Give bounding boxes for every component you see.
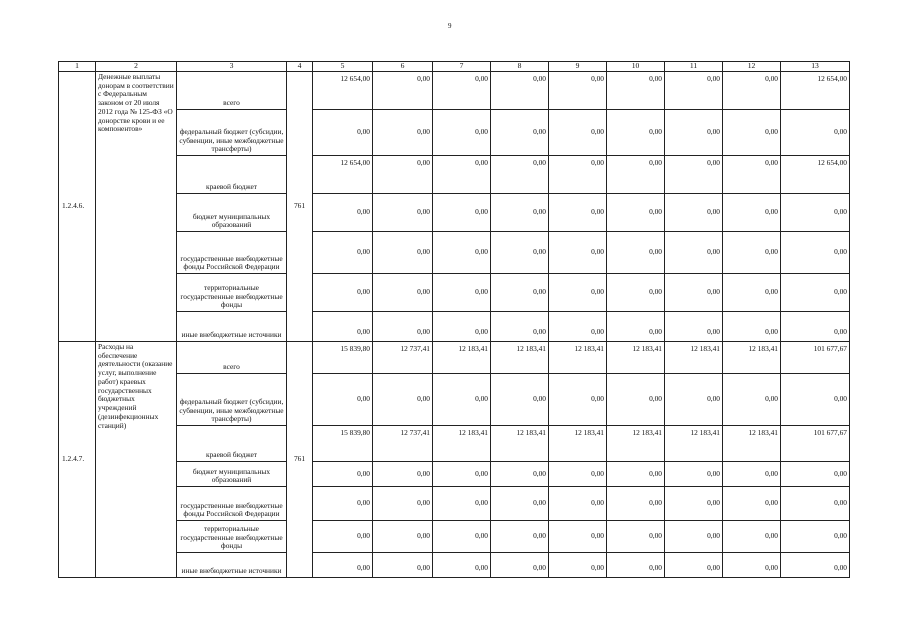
amount-cell: 0,00 bbox=[433, 312, 491, 342]
amount-cell: 0,00 bbox=[549, 194, 607, 232]
column-number: 8 bbox=[491, 62, 549, 72]
amount-cell: 12 183,41 bbox=[723, 426, 781, 462]
amount-cell: 0,00 bbox=[313, 553, 373, 578]
amount-cell: 0,00 bbox=[549, 521, 607, 553]
amount-cell: 0,00 bbox=[313, 194, 373, 232]
amount-cell: 0,00 bbox=[723, 110, 781, 156]
amount-cell: 0,00 bbox=[549, 156, 607, 194]
amount-cell: 0,00 bbox=[723, 487, 781, 521]
amount-cell: 0,00 bbox=[433, 194, 491, 232]
amount-cell: 0,00 bbox=[313, 487, 373, 521]
amount-cell: 0,00 bbox=[723, 374, 781, 426]
table-row bbox=[59, 274, 850, 312]
funding-source: федеральный бюджет (субсидии, субвенции, иные межбюджетные трансферты) bbox=[177, 110, 287, 156]
amount-cell: 12 183,41 bbox=[549, 342, 607, 374]
table-row bbox=[59, 426, 850, 462]
amount-cell: 0,00 bbox=[433, 374, 491, 426]
amount-cell: 12 183,41 bbox=[607, 342, 665, 374]
amount-cell: 15 839,80 bbox=[313, 426, 373, 462]
amount-cell: 0,00 bbox=[373, 156, 433, 194]
amount-cell: 0,00 bbox=[607, 274, 665, 312]
amount-cell: 0,00 bbox=[549, 110, 607, 156]
table-row bbox=[59, 232, 850, 274]
amount-cell: 0,00 bbox=[723, 312, 781, 342]
amount-cell: 0,00 bbox=[491, 462, 549, 487]
amount-cell: 12 183,41 bbox=[433, 342, 491, 374]
amount-cell: 0,00 bbox=[607, 194, 665, 232]
column-number: 6 bbox=[373, 62, 433, 72]
column-number: 11 bbox=[665, 62, 723, 72]
funding-source: бюджет муниципальных образований bbox=[177, 194, 287, 232]
amount-cell: 0,00 bbox=[665, 553, 723, 578]
amount-cell: 0,00 bbox=[781, 312, 850, 342]
amount-cell: 0,00 bbox=[607, 232, 665, 274]
amount-cell: 101 677,67 bbox=[781, 342, 850, 374]
grbs-code: 761 bbox=[287, 72, 313, 342]
amount-cell: 12 737,41 bbox=[373, 342, 433, 374]
column-number: 4 bbox=[287, 62, 313, 72]
amount-cell: 0,00 bbox=[433, 72, 491, 110]
amount-cell: 0,00 bbox=[373, 521, 433, 553]
amount-cell: 0,00 bbox=[723, 462, 781, 487]
column-number-row bbox=[59, 62, 850, 72]
amount-cell: 0,00 bbox=[491, 274, 549, 312]
table-row bbox=[59, 487, 850, 521]
amount-cell: 0,00 bbox=[723, 156, 781, 194]
amount-cell: 0,00 bbox=[433, 156, 491, 194]
amount-cell: 0,00 bbox=[665, 374, 723, 426]
funding-source: краевой бюджет bbox=[177, 156, 287, 194]
table-row bbox=[59, 342, 850, 374]
amount-cell: 0,00 bbox=[607, 156, 665, 194]
amount-cell: 0,00 bbox=[665, 487, 723, 521]
amount-cell: 0,00 bbox=[723, 553, 781, 578]
funding-source: всего bbox=[177, 72, 287, 110]
table-row bbox=[59, 462, 850, 487]
amount-cell: 0,00 bbox=[781, 487, 850, 521]
amount-cell: 0,00 bbox=[665, 194, 723, 232]
column-number: 12 bbox=[723, 62, 781, 72]
funding-source: федеральный бюджет (субсидии, субвенции, иные межбюджетные трансферты) bbox=[177, 374, 287, 426]
item-description: Расходы на обеспечение деятельности (оказание услуг, выполнение работ) краевых государственных бюджетных учреждений (дезинфекционных станций) bbox=[96, 342, 177, 578]
amount-cell: 0,00 bbox=[549, 374, 607, 426]
amount-cell: 0,00 bbox=[491, 232, 549, 274]
amount-cell: 0,00 bbox=[433, 110, 491, 156]
amount-cell: 0,00 bbox=[313, 312, 373, 342]
amount-cell: 0,00 bbox=[373, 553, 433, 578]
table-row bbox=[59, 521, 850, 553]
amount-cell: 0,00 bbox=[491, 553, 549, 578]
column-number: 2 bbox=[96, 62, 177, 72]
amount-cell: 0,00 bbox=[723, 194, 781, 232]
amount-cell: 0,00 bbox=[549, 274, 607, 312]
column-number: 1 bbox=[59, 62, 96, 72]
amount-cell: 12 654,00 bbox=[781, 156, 850, 194]
funding-source: государственные внебюджетные фонды Российской Федерации bbox=[177, 232, 287, 274]
amount-cell: 0,00 bbox=[665, 521, 723, 553]
amount-cell: 0,00 bbox=[781, 553, 850, 578]
amount-cell: 0,00 bbox=[373, 374, 433, 426]
funding-source: всего bbox=[177, 342, 287, 374]
amount-cell: 0,00 bbox=[781, 232, 850, 274]
amount-cell: 0,00 bbox=[313, 110, 373, 156]
amount-cell: 0,00 bbox=[607, 487, 665, 521]
amount-cell: 0,00 bbox=[313, 232, 373, 274]
amount-cell: 0,00 bbox=[781, 110, 850, 156]
amount-cell: 0,00 bbox=[313, 374, 373, 426]
grbs-code: 761 bbox=[287, 342, 313, 578]
amount-cell: 0,00 bbox=[723, 521, 781, 553]
amount-cell: 0,00 bbox=[665, 110, 723, 156]
amount-cell: 12 183,41 bbox=[491, 426, 549, 462]
funding-source: бюджет муниципальных образований bbox=[177, 462, 287, 487]
table-row bbox=[59, 156, 850, 194]
item-code: 1.2.4.6. bbox=[59, 72, 96, 342]
amount-cell: 0,00 bbox=[373, 72, 433, 110]
amount-cell: 0,00 bbox=[373, 232, 433, 274]
budget-table bbox=[58, 61, 850, 578]
amount-cell: 0,00 bbox=[607, 374, 665, 426]
table-row bbox=[59, 312, 850, 342]
amount-cell: 0,00 bbox=[723, 274, 781, 312]
amount-cell: 0,00 bbox=[491, 312, 549, 342]
amount-cell: 0,00 bbox=[607, 553, 665, 578]
amount-cell: 0,00 bbox=[433, 553, 491, 578]
amount-cell: 0,00 bbox=[665, 232, 723, 274]
amount-cell: 0,00 bbox=[491, 72, 549, 110]
amount-cell: 12 183,41 bbox=[433, 426, 491, 462]
amount-cell: 0,00 bbox=[549, 232, 607, 274]
amount-cell: 12 183,41 bbox=[723, 342, 781, 374]
amount-cell: 12 654,00 bbox=[313, 72, 373, 110]
amount-cell: 0,00 bbox=[313, 521, 373, 553]
amount-cell: 0,00 bbox=[781, 374, 850, 426]
amount-cell: 0,00 bbox=[313, 462, 373, 487]
amount-cell: 0,00 bbox=[313, 274, 373, 312]
amount-cell: 12 654,00 bbox=[313, 156, 373, 194]
amount-cell: 0,00 bbox=[549, 72, 607, 110]
amount-cell: 12 183,41 bbox=[665, 342, 723, 374]
amount-cell: 0,00 bbox=[781, 274, 850, 312]
amount-cell: 0,00 bbox=[373, 110, 433, 156]
funding-source: государственные внебюджетные фонды Российской Федерации bbox=[177, 487, 287, 521]
amount-cell: 0,00 bbox=[665, 462, 723, 487]
amount-cell: 0,00 bbox=[373, 462, 433, 487]
amount-cell: 101 677,67 bbox=[781, 426, 850, 462]
amount-cell: 0,00 bbox=[549, 553, 607, 578]
amount-cell: 12 654,00 bbox=[781, 72, 850, 110]
table-row bbox=[59, 72, 850, 110]
amount-cell: 0,00 bbox=[665, 72, 723, 110]
funding-source: краевой бюджет bbox=[177, 426, 287, 462]
item-code: 1.2.4.7. bbox=[59, 342, 96, 578]
amount-cell: 0,00 bbox=[491, 521, 549, 553]
amount-cell: 12 183,41 bbox=[665, 426, 723, 462]
amount-cell: 0,00 bbox=[433, 232, 491, 274]
funding-source: иные внебюджетные источники bbox=[177, 312, 287, 342]
amount-cell: 0,00 bbox=[491, 487, 549, 521]
amount-cell: 0,00 bbox=[491, 194, 549, 232]
amount-cell: 0,00 bbox=[665, 156, 723, 194]
amount-cell: 0,00 bbox=[665, 312, 723, 342]
amount-cell: 0,00 bbox=[781, 194, 850, 232]
amount-cell: 0,00 bbox=[781, 462, 850, 487]
amount-cell: 0,00 bbox=[607, 521, 665, 553]
funding-source: территориальные государственные внебюджетные фонды bbox=[177, 521, 287, 553]
amount-cell: 0,00 bbox=[781, 521, 850, 553]
amount-cell: 12 737,41 bbox=[373, 426, 433, 462]
table-row bbox=[59, 194, 850, 232]
amount-cell: 0,00 bbox=[491, 156, 549, 194]
table-row bbox=[59, 553, 850, 578]
amount-cell: 0,00 bbox=[607, 110, 665, 156]
amount-cell: 0,00 bbox=[373, 274, 433, 312]
column-number: 7 bbox=[433, 62, 491, 72]
column-number: 9 bbox=[549, 62, 607, 72]
amount-cell: 12 183,41 bbox=[491, 342, 549, 374]
item-description: Денежные выплаты донорам в соответствии с Федеральным законом от 20 июля 2012 года № 125-ФЗ «О донорстве крови и ее компонентов» bbox=[96, 72, 177, 342]
page-number: 9 bbox=[448, 22, 452, 30]
amount-cell: 0,00 bbox=[723, 232, 781, 274]
amount-cell: 0,00 bbox=[549, 312, 607, 342]
amount-cell: 0,00 bbox=[607, 72, 665, 110]
amount-cell: 0,00 bbox=[607, 462, 665, 487]
amount-cell: 0,00 bbox=[723, 72, 781, 110]
amount-cell: 0,00 bbox=[665, 274, 723, 312]
amount-cell: 15 839,80 bbox=[313, 342, 373, 374]
amount-cell: 0,00 bbox=[433, 521, 491, 553]
amount-cell: 0,00 bbox=[373, 194, 433, 232]
column-number: 10 bbox=[607, 62, 665, 72]
amount-cell: 12 183,41 bbox=[607, 426, 665, 462]
amount-cell: 0,00 bbox=[491, 110, 549, 156]
column-number: 3 bbox=[177, 62, 287, 72]
amount-cell: 0,00 bbox=[491, 374, 549, 426]
amount-cell: 0,00 bbox=[373, 487, 433, 521]
amount-cell: 0,00 bbox=[433, 487, 491, 521]
funding-source: территориальные государственные внебюджетные фонды bbox=[177, 274, 287, 312]
amount-cell: 0,00 bbox=[433, 462, 491, 487]
amount-cell: 0,00 bbox=[373, 312, 433, 342]
funding-source: иные внебюджетные источники bbox=[177, 553, 287, 578]
table-row bbox=[59, 110, 850, 156]
amount-cell: 12 183,41 bbox=[549, 426, 607, 462]
amount-cell: 0,00 bbox=[607, 312, 665, 342]
amount-cell: 0,00 bbox=[549, 462, 607, 487]
table-row bbox=[59, 374, 850, 426]
amount-cell: 0,00 bbox=[549, 487, 607, 521]
column-number: 13 bbox=[781, 62, 850, 72]
column-number: 5 bbox=[313, 62, 373, 72]
amount-cell: 0,00 bbox=[433, 274, 491, 312]
